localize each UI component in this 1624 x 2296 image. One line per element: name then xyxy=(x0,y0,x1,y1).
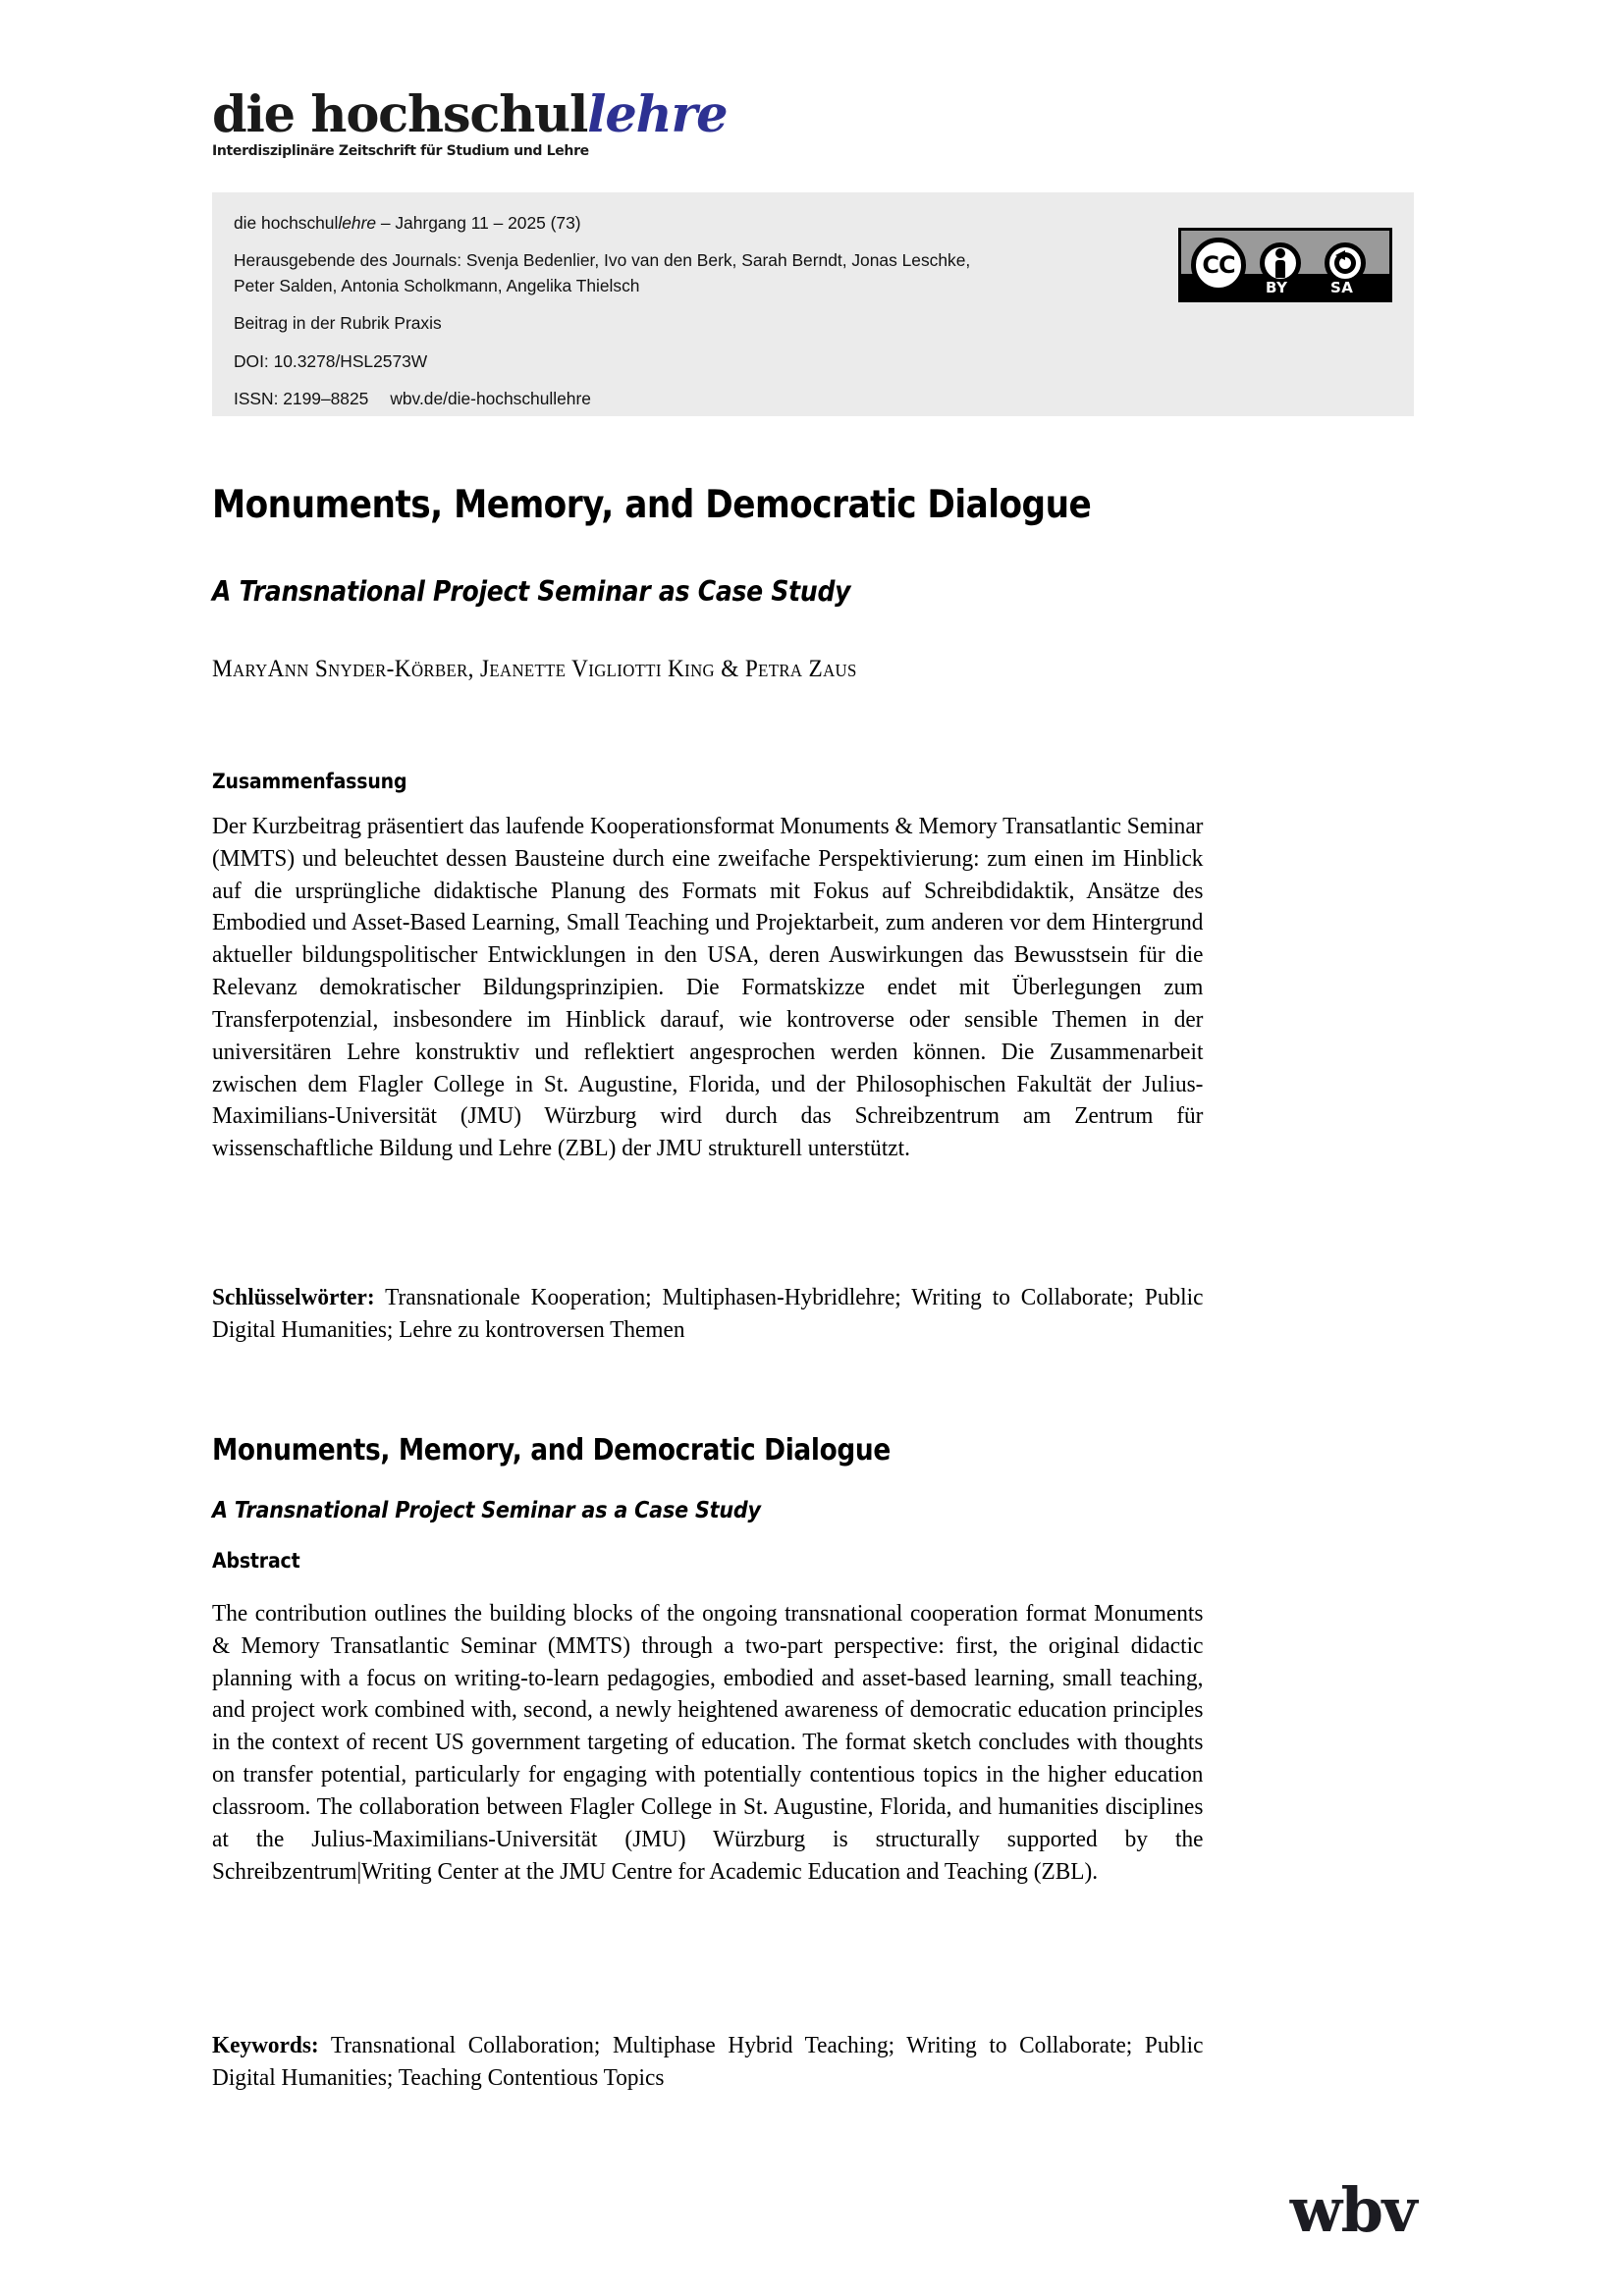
english-article-subtitle: A Transnational Project Seminar as a Case Study xyxy=(212,1496,761,1523)
english-keywords-line xyxy=(212,2030,1203,2095)
journal-logo xyxy=(212,85,1096,144)
german-abstract-heading: Zusammenfassung xyxy=(212,770,407,794)
journal-website-link[interactable]: wbv.de/die-hochschullehre xyxy=(390,389,591,409)
article-subtitle: A Transnational Project Seminar as Case Study xyxy=(212,575,851,608)
editors-line-2: Peter Salden, Antonia Scholkmann, Angelika Thielsch xyxy=(234,275,640,295)
german-keywords-block xyxy=(212,1282,1204,1347)
english-abstract-body xyxy=(212,1598,1204,1888)
issue-details: – Jahrgang 11 – 2025 (73) xyxy=(376,213,581,233)
english-abstract-section xyxy=(212,1549,1204,1589)
issue-journal-accent: lehre xyxy=(338,213,377,233)
issn-value: ISSN: 2199–8825 xyxy=(234,389,369,409)
german-keywords-text: Transnationale Kooperation; Multiphasen-Hybridlehre; Writing to Collaborate; Public Digital Humanities; Lehre zu kontroversen Themen xyxy=(212,1284,1204,1343)
cc-attribution-body-icon xyxy=(1275,260,1285,278)
editors-line-1: Herausgebende des Journals: Svenja Bedenlier, Ivo van den Berk, Sarah Berndt, Jonas Leschke, xyxy=(234,250,971,271)
german-keywords-label: Schlüsselwörter: xyxy=(212,1284,375,1310)
doi-line: DOI: 10.3278/HSL2573W xyxy=(234,350,428,371)
editors-block xyxy=(234,248,1098,298)
german-abstract-text: Der Kurzbeitrag präsentiert das laufende Kooperationsformat Monuments & Memory Transatlantic Seminar (MMTS) und beleuchtet dessen Bausteine durch eine zweifache Perspektivierung: zum einen im Hinblick auf die ursprüngliche didaktische Planung des Formats mit Fokus auf Schreibdidaktik, Ansätze des Embodied und Asset-Based Learning, Small Teaching und Projektarbeit, zum anderen vor dem Hintergrund aktueller bildungspolitischer Entwicklungen in den USA, deren Auswirkungen das Bewusstsein für die Relevanz demokratischer Bildungsprinzipien. Die Formatskizze endet mit Überlegungen zum Transferpotenzial, insbesondere im Hinblick darauf, wie kontroverse oder sensible Themen in der universitären Lehre konstruktiv und reflektiert angesprochen werden können. Die Zusammenarbeit zwischen dem Flagler College in St. Augustine, Florida, und der Philosophischen Fakultät der Julius-Maximilians-Universität (JMU) Würzburg wird durch das Schreibzentrum am Zentrum für wissenschaftliche Bildung und Lehre (ZBL) der JMU strukturell unterstützt. xyxy=(212,813,1204,1162)
metadata-band xyxy=(212,192,1414,416)
english-subtitle-block xyxy=(212,1496,1204,1523)
cc-sharealike-arrow-icon xyxy=(1330,248,1360,278)
cc-by-sa-license-badge[interactable] xyxy=(1178,228,1392,302)
article-title: Monuments, Memory, and Democratic Dialogue xyxy=(212,483,1092,527)
article-authors: MaryAnn Snyder-Körber, Jeanette Vigliotti King & Petra Zaus xyxy=(212,656,857,682)
rubric-line: Beitrag in der Rubrik Praxis xyxy=(234,313,442,334)
english-title-block xyxy=(212,1433,1204,1468)
english-abstract-heading: Abstract xyxy=(212,1549,300,1574)
english-abstract-text: The contribution outlines the building blocks of the ongoing transnational cooperation format Monuments & Memory Transatlantic Seminar (MMTS) through a two-part perspective: first, the original didactic planning with a focus on writing-to-learn pedagogies, embodied and asset-based learning, small teaching, and project work combined with, second, a newly heightened awareness of democratic education principles in the context of recent US government targeting of education. The format sketch concludes with thoughts on transfer potential, particularly for engaging with potentially contentious topics in the higher education classroom. The collaboration between Flagler College in St. Augustine, Florida, and humanities disciplines at the Julius-Maximilians-Universität (JMU) Würzburg is structurally supported by the Schreibzentrum|Writing Center at the JMU Centre for Academic Education and Teaching (ZBL). xyxy=(212,1600,1204,1885)
issue-line xyxy=(234,211,1098,236)
issn-website-line xyxy=(234,387,1098,411)
journal-logo-accent: lehre xyxy=(587,85,728,144)
publisher-logo: wbv xyxy=(1289,2174,1416,2246)
journal-masthead xyxy=(212,85,1096,159)
cc-sa-label: SA xyxy=(1330,279,1354,296)
english-article-title: Monuments, Memory, and Democratic Dialogue xyxy=(212,1433,891,1468)
cc-attribution-head-icon xyxy=(1275,248,1285,258)
issue-journal-name: die hochschul xyxy=(234,213,339,233)
english-keywords-text: Transnational Collaboration; Multiphase Hybrid Teaching; Writing to Collaborate; Public Digital Humanities; Teaching Contentious Topics xyxy=(212,2032,1204,2091)
journal-logo-primary: die hochschul xyxy=(212,85,588,144)
english-keywords-label: Keywords: xyxy=(212,2032,319,2058)
german-abstract-body xyxy=(212,811,1204,1165)
german-abstract-section xyxy=(212,770,1204,810)
journal-logo-subtitle: Interdisziplinäre Zeitschrift für Studium und Lehre xyxy=(212,143,589,159)
metadata-lines xyxy=(234,211,1098,411)
cc-logo-label: CC xyxy=(1202,251,1235,279)
german-keywords-line xyxy=(212,1282,1203,1347)
cc-by-label: BY xyxy=(1266,279,1288,296)
english-keywords-block xyxy=(212,2030,1204,2095)
